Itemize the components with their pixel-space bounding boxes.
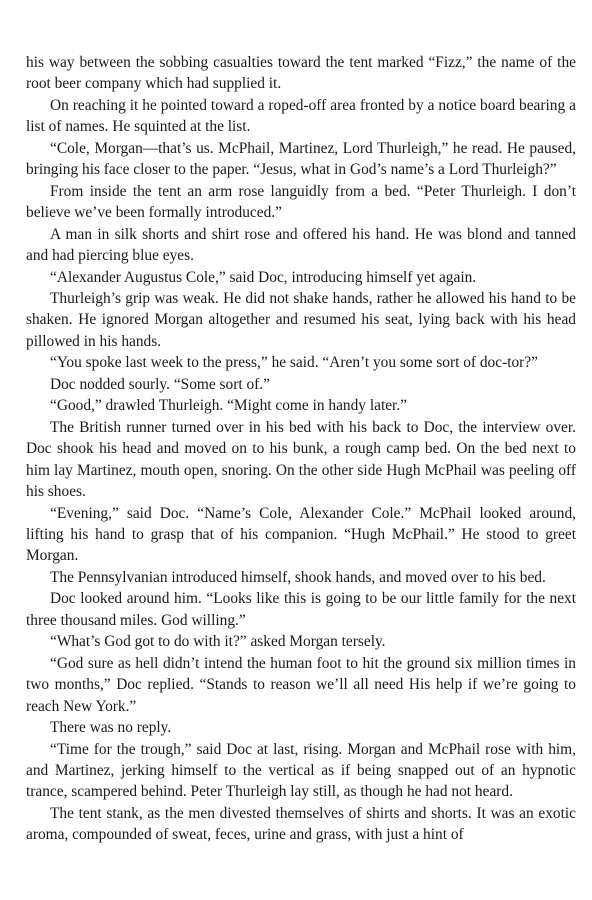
paragraph-4: From inside the tent an arm rose languidly from a bed. “Peter Thurleigh. I don’t believe we’ve been formally introduced.” xyxy=(26,182,576,222)
paragraph-2: On reaching it he pointed toward a roped-off area fronted by a notice board bearing a list of names. He squinted at the list. xyxy=(26,96,576,136)
paragraph-10: “Good,” drawled Thurleigh. “Might come in handy later.” xyxy=(50,397,408,415)
paragraph-6: “Alexander Augustus Cole,” said Doc, introducing himself yet again. xyxy=(50,268,477,286)
paragraph-7: Thurleigh’s grip was weak. He did not shake hands, rather he allowed his hand to be shaken. He ignored Morgan altogether and resumed his seat, lying back with his head pillowed in his hands. xyxy=(26,289,576,350)
paragraph-9: Doc nodded sourly. “Some sort of.” xyxy=(50,375,270,393)
paragraph-16: “God sure as hell didn’t intend the human foot to hit the ground six million times in two months,” Doc replied. “Stands to reason we’ll all need His help if we’re going to reach New York.” xyxy=(26,654,576,715)
paragraph-14: Doc looked around him. “Looks like this is going to be our little family for the next three thousand miles. God willing.” xyxy=(26,590,576,629)
book-page xyxy=(26,52,576,846)
paragraph-12: “Evening,” said Doc. “Name’s Cole, Alexander Cole.” McPhail looked around, lifting his hand to grasp that of his companion. “Hugh McPhail.” He stood to greet Morgan. xyxy=(26,504,576,565)
paragraph-19: The tent stank, as the men divested themselves of shirts and shorts. It was an exotic aroma, compounded of sweat, feces, urine and grass, with just a hint of xyxy=(26,804,576,844)
paragraph-17: There was no reply. xyxy=(50,719,172,737)
paragraph-1: his way between the sobbing casualties toward the tent marked “Fizz,” the name of the root beer company which had supplied it. xyxy=(26,54,576,93)
paragraph-15: “What’s God got to do with it?” asked Morgan tersely. xyxy=(50,633,386,651)
paragraph-3: “Cole, Morgan—that’s us. McPhail, Martinez, Lord Thurleigh,” he read. He paused, bringing his face closer to the paper. “Jesus, what in God’s name’s a Lord Thurleigh?” xyxy=(26,139,576,179)
paragraph-8: “You spoke last week to the press,” he said. “Aren’t you some sort of doc-tor?” xyxy=(50,354,538,372)
paragraph-13: The Pennsylvanian introduced himself, shook hands, and moved over to his bed. xyxy=(50,568,546,586)
paragraph-18: “Time for the trough,” said Doc at last, rising. Morgan and McPhail rose with him, and Martinez, jerking himself to the vertical as if being snapped out of an hypnotic trance, scampered behind. Peter Thurleigh lay still, as though he had not heard. xyxy=(26,740,576,801)
paragraph-11: The British runner turned over in his bed with his back to Doc, the interview over. Doc shook his head and moved on to his bunk, a rough camp bed. On the bed next to him lay Martinez, mouth open, snoring. On the other side Hugh McPhail was peeling off his shoes. xyxy=(26,418,576,501)
paragraph-5: A man in silk shorts and shirt rose and offered his hand. He was blond and tanned and had piercing blue eyes. xyxy=(26,225,576,265)
